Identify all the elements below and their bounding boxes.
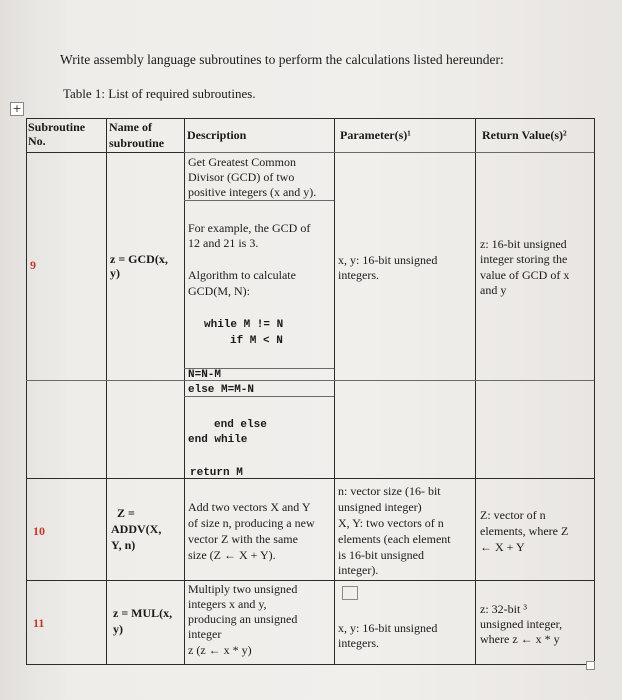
empty-paragraph-marker: [342, 586, 358, 600]
row-9-desc-line: 12 and 21 is 3.: [188, 236, 259, 250]
row-10-desc-line: of size n, producing a new: [188, 516, 315, 530]
row-9-param-line: x, y: 16-bit unsigned: [338, 253, 438, 267]
row-9-code-line: while M != N: [204, 319, 284, 331]
row-9-return-line: and y: [480, 283, 507, 297]
table-resize-handle-icon[interactable]: [586, 661, 595, 670]
row-9-code-line: N=N-M: [188, 369, 222, 381]
row-9-return-line: value of GCD of x: [480, 268, 570, 282]
row-9-desc-line: For example, the GCD of: [188, 221, 311, 235]
row-10-return-line: elements, where Z: [480, 524, 569, 538]
row-10-name-3: Y, n): [111, 538, 136, 552]
row-11-return-line: z: 32-bit ³: [480, 602, 527, 616]
row-9-number: 9: [30, 258, 36, 272]
row-11-desc-line: integers x and y,: [188, 597, 267, 611]
row-10-return-line: Z: vector of n: [480, 508, 546, 522]
row-10-name: Z =: [117, 506, 135, 520]
row-9-code-line: if M < N: [230, 335, 283, 347]
row-9-code-line: end else: [214, 419, 267, 431]
row-11-desc-line: integer: [188, 627, 222, 641]
row-11-desc-line: Multiply two unsigned: [188, 582, 298, 596]
row-9-code-line: return M: [190, 467, 243, 479]
row-11-return-line: where z ← x * y: [480, 632, 560, 646]
row-9-desc-line: Divisor (GCD) of two: [188, 170, 295, 184]
row-10-desc-line: size (Z ← X + Y).: [188, 548, 276, 562]
row-9-code-line: else M=M-N: [188, 384, 255, 396]
row-10-name-2: ADDV(X,: [111, 522, 162, 536]
row-11-return-line: unsigned integer,: [480, 617, 563, 631]
row-10-return-line: ← X + Y: [480, 540, 525, 554]
row-11-number: 11: [33, 616, 45, 630]
row-10-number: 10: [33, 524, 45, 538]
row-11-desc-line: producing an unsigned: [188, 612, 298, 626]
row-9-desc-line: positive integers (x and y).: [188, 185, 317, 199]
row-9-param-line: integers.: [338, 268, 379, 282]
row-9-return-line: z: 16-bit unsigned: [480, 237, 567, 251]
row-9-desc-line: Get Greatest Common: [188, 155, 296, 169]
header-description: Description: [187, 128, 247, 142]
row-10-param-line: is 16-bit unsigned: [338, 548, 424, 562]
row-10-desc-line: vector Z with the same: [188, 532, 298, 546]
header-name-of: Name of: [109, 120, 152, 134]
header-subroutine-no: Subroutine: [28, 120, 86, 134]
row-10-param-line: n: vector size (16- bit: [338, 484, 441, 498]
table-move-handle-icon[interactable]: +: [10, 102, 24, 116]
header-subroutine: subroutine: [109, 136, 165, 150]
row-9-name: z = GCD(x,: [110, 252, 168, 266]
row-11-param-line: x, y: 16-bit unsigned: [338, 621, 438, 635]
row-9-code-line: end while: [188, 434, 248, 446]
row-9-return-line: integer storing the: [480, 252, 568, 266]
table-caption: Table 1: List of required subroutines.: [63, 86, 256, 101]
row-10-param-line: elements (each element: [338, 532, 451, 546]
row-9-name-2: y): [110, 266, 120, 280]
row-11-name-2: y): [113, 622, 123, 636]
header-return-value: Return Value(s)²: [482, 128, 567, 142]
row-10-desc-line: Add two vectors X and Y: [188, 500, 311, 514]
intro-text: Write assembly language subroutines to perform the calculations listed hereunder:: [60, 52, 504, 67]
row-11-name: z = MUL(x,: [113, 606, 173, 620]
row-10-param-line: X, Y: two vectors of n: [338, 516, 444, 530]
header-subroutine-no-2: No.: [28, 134, 46, 148]
row-9-desc-line: GCD(M, N):: [188, 284, 250, 298]
row-10-param-line: integer).: [338, 563, 379, 577]
row-9-desc-line: Algorithm to calculate: [188, 268, 296, 282]
row-11-param-line: integers.: [338, 636, 379, 650]
row-11-desc-line: z (z ← x * y): [188, 643, 252, 657]
header-parameters: Parameter(s)¹: [340, 128, 411, 142]
row-10-param-line: unsigned integer): [338, 500, 422, 514]
